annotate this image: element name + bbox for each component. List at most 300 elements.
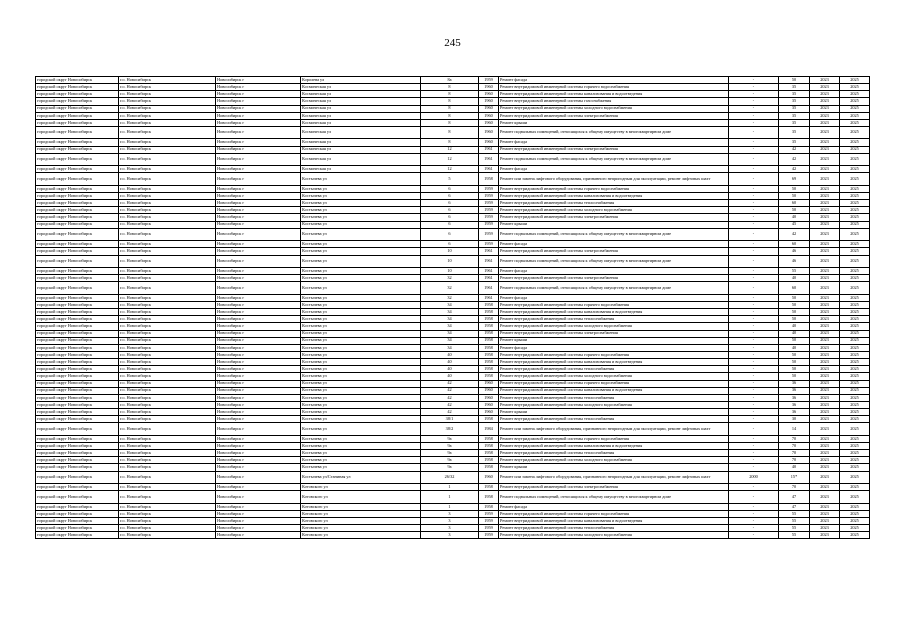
end-year-cell: 2025 (840, 166, 870, 173)
wear-cell: 60 (779, 282, 810, 295)
municipality-cell: г.о. Новосибирск (119, 275, 216, 282)
year-cell: 1961 (479, 268, 499, 275)
table-row (36, 126, 870, 139)
cost-cell: - (729, 98, 779, 105)
city-cell: Новосибирск г (216, 153, 301, 166)
start-year-cell: 2023 (810, 517, 840, 524)
year-cell: 1960 (479, 401, 499, 408)
street-cell: Костычева ул (301, 387, 421, 394)
municipality-cell: г.о. Новосибирск (119, 484, 216, 491)
house-cell: 9а (421, 442, 479, 449)
street-cell: Костычева ул (301, 294, 421, 301)
district-cell: городской округ Новосибирск (36, 268, 119, 275)
city-cell: Новосибирск г (216, 221, 301, 228)
start-year-cell: 2023 (810, 275, 840, 282)
street-cell: Космическая ул (301, 84, 421, 91)
wear-cell: 50 (779, 301, 810, 308)
work-type-cell: Ремонт внутридомовой инженерной системы горячего водоснабжения (499, 185, 729, 192)
cost-cell: - (729, 450, 779, 457)
district-cell: городской округ Новосибирск (36, 394, 119, 401)
work-type-cell: Ремонт подвальных помещений, относящихся к общему имуществу в многоквартирном доме (499, 228, 729, 241)
wear-cell: 60 (779, 241, 810, 248)
work-type-cell: Ремонт подвальных помещений, относящихся к общему имуществу в многоквартирном доме (499, 153, 729, 166)
work-type-cell: Ремонт фасада (499, 166, 729, 173)
end-year-cell: 2025 (840, 394, 870, 401)
cost-cell: - (729, 153, 779, 166)
wear-cell: 70 (779, 442, 810, 449)
street-cell: Котовского ул (301, 491, 421, 504)
start-year-cell: 2023 (810, 435, 840, 442)
street-cell: Космическая ул (301, 153, 421, 166)
street-cell: Космическая ул (301, 105, 421, 112)
end-year-cell: 2025 (840, 442, 870, 449)
end-year-cell: 2025 (840, 193, 870, 200)
cost-cell: - (729, 112, 779, 119)
work-type-cell: Ремонт внутридомовой инженерной системы электроснабжения (499, 146, 729, 153)
work-type-cell: Ремонт внутридомовой инженерной системы холодного водоснабжения (499, 207, 729, 214)
house-cell: 40 (421, 351, 479, 358)
district-cell: городской округ Новосибирск (36, 255, 119, 268)
municipality-cell: г.о. Новосибирск (119, 359, 216, 366)
city-cell: Новосибирск г (216, 442, 301, 449)
end-year-cell: 2025 (840, 91, 870, 98)
work-type-cell: Ремонт крыши (499, 119, 729, 126)
end-year-cell: 2025 (840, 275, 870, 282)
city-cell: Новосибирск г (216, 517, 301, 524)
street-cell: Костычева ул (301, 344, 421, 351)
district-cell: городской округ Новосибирск (36, 105, 119, 112)
table-row (36, 401, 870, 408)
city-cell: Новосибирск г (216, 373, 301, 380)
street-cell: Котовского ул (301, 510, 421, 517)
city-cell: Новосибирск г (216, 435, 301, 442)
start-year-cell: 2023 (810, 193, 840, 200)
table-row (36, 442, 870, 449)
start-year-cell: 2023 (810, 241, 840, 248)
wear-cell: 50 (779, 294, 810, 301)
district-cell: городской округ Новосибирск (36, 435, 119, 442)
table-row (36, 423, 870, 436)
cost-cell: - (729, 330, 779, 337)
end-year-cell: 2025 (840, 248, 870, 255)
municipality-cell: г.о. Новосибирск (119, 351, 216, 358)
city-cell: Новосибирск г (216, 255, 301, 268)
work-type-cell: Ремонт крыши (499, 409, 729, 416)
city-cell: Новосибирск г (216, 323, 301, 330)
house-cell: 8 (421, 91, 479, 98)
district-cell: городской округ Новосибирск (36, 330, 119, 337)
cost-cell: - (729, 105, 779, 112)
cost-cell: - (729, 228, 779, 241)
street-cell: Костычева ул (301, 409, 421, 416)
start-year-cell: 2023 (810, 457, 840, 464)
cost-cell: - (729, 275, 779, 282)
start-year-cell: 2023 (810, 423, 840, 436)
end-year-cell: 2025 (840, 98, 870, 105)
house-cell: 5 (421, 173, 479, 186)
table-row (36, 330, 870, 337)
municipality-cell: г.о. Новосибирск (119, 214, 216, 221)
start-year-cell: 2023 (810, 394, 840, 401)
district-cell: городской округ Новосибирск (36, 301, 119, 308)
house-cell: 6 (421, 200, 479, 207)
work-type-cell: Ремонт внутридомовой инженерной системы газоснабжения (499, 98, 729, 105)
table-row (36, 409, 870, 416)
end-year-cell: 2025 (840, 214, 870, 221)
district-cell: городской округ Новосибирск (36, 173, 119, 186)
cost-cell: - (729, 294, 779, 301)
street-cell: Костычева ул (301, 268, 421, 275)
table-row (36, 207, 870, 214)
municipality-cell: г.о. Новосибирск (119, 282, 216, 295)
municipality-cell: г.о. Новосибирск (119, 387, 216, 394)
wear-cell: 50 (779, 207, 810, 214)
district-cell: городской округ Новосибирск (36, 401, 119, 408)
wear-cell: 36 (779, 401, 810, 408)
table-row (36, 337, 870, 344)
start-year-cell: 2023 (810, 316, 840, 323)
municipality-cell: г.о. Новосибирск (119, 517, 216, 524)
year-cell: 1959 (479, 214, 499, 221)
year-cell: 1960 (479, 119, 499, 126)
start-year-cell: 2023 (810, 442, 840, 449)
end-year-cell: 2025 (840, 435, 870, 442)
year-cell: 1959 (479, 221, 499, 228)
year-cell: 1961 (479, 275, 499, 282)
street-cell: Костычева ул (301, 323, 421, 330)
cost-cell: - (729, 442, 779, 449)
municipality-cell: г.о. Новосибирск (119, 442, 216, 449)
work-type-cell: Ремонт внутридомовой инженерной системы электроснабжения (499, 112, 729, 119)
end-year-cell: 2025 (840, 112, 870, 119)
house-cell: 40 (421, 373, 479, 380)
street-cell: Котовского ул (301, 484, 421, 491)
city-cell: Новосибирск г (216, 316, 301, 323)
city-cell: Новосибирск г (216, 423, 301, 436)
house-cell: 6 (421, 241, 479, 248)
end-year-cell: 2025 (840, 84, 870, 91)
table-row (36, 255, 870, 268)
table-row (36, 214, 870, 221)
house-cell: 12 (421, 146, 479, 153)
year-cell: 1958 (479, 450, 499, 457)
start-year-cell: 2023 (810, 146, 840, 153)
start-year-cell: 2023 (810, 464, 840, 471)
wear-cell: 47 (779, 503, 810, 510)
municipality-cell: г.о. Новосибирск (119, 207, 216, 214)
end-year-cell: 2025 (840, 484, 870, 491)
municipality-cell: г.о. Новосибирск (119, 255, 216, 268)
work-type-cell: Ремонт внутридомовой инженерной системы электроснабжения (499, 275, 729, 282)
city-cell: Новосибирск г (216, 491, 301, 504)
municipality-cell: г.о. Новосибирск (119, 525, 216, 532)
end-year-cell: 2025 (840, 105, 870, 112)
end-year-cell: 2025 (840, 200, 870, 207)
house-cell: 42 (421, 409, 479, 416)
district-cell: городской округ Новосибирск (36, 337, 119, 344)
cost-cell: - (729, 268, 779, 275)
house-cell: 10 (421, 248, 479, 255)
municipality-cell: г.о. Новосибирск (119, 366, 216, 373)
municipality-cell: г.о. Новосибирск (119, 268, 216, 275)
table-row (36, 241, 870, 248)
house-cell: 26/32 (421, 471, 479, 484)
cost-cell: - (729, 214, 779, 221)
house-cell: 6 (421, 207, 479, 214)
end-year-cell: 2025 (840, 119, 870, 126)
house-cell: 8 (421, 126, 479, 139)
street-cell: Костычева ул (301, 301, 421, 308)
end-year-cell: 2025 (840, 323, 870, 330)
start-year-cell: 2023 (810, 510, 840, 517)
street-cell: Космическая ул (301, 166, 421, 173)
year-cell: 1959 (479, 510, 499, 517)
wear-cell: 40 (779, 214, 810, 221)
house-cell: 38/1 (421, 416, 479, 423)
city-cell: Новосибирск г (216, 394, 301, 401)
work-type-cell: Ремонт крыши (499, 464, 729, 471)
cost-cell: - (729, 416, 779, 423)
house-cell: 8 (421, 84, 479, 91)
district-cell: городской округ Новосибирск (36, 525, 119, 532)
cost-cell: - (729, 491, 779, 504)
wear-cell: 55 (779, 532, 810, 539)
work-type-cell: Ремонт подвальных помещений, относящихся к общему имуществу в многоквартирном доме (499, 282, 729, 295)
district-cell: городской округ Новосибирск (36, 221, 119, 228)
wear-cell: 47 (779, 491, 810, 504)
start-year-cell: 2023 (810, 255, 840, 268)
work-type-cell: Ремонт внутридомовой инженерной системы электроснабжения (499, 248, 729, 255)
wear-cell: 55 (779, 268, 810, 275)
start-year-cell: 2023 (810, 173, 840, 186)
table-row (36, 309, 870, 316)
start-year-cell: 2023 (810, 366, 840, 373)
start-year-cell: 2023 (810, 344, 840, 351)
municipality-cell: г.о. Новосибирск (119, 316, 216, 323)
work-type-cell: Ремонт внутридомовой инженерной системы канализования и водоотведения (499, 193, 729, 200)
year-cell: 1960 (479, 84, 499, 91)
district-cell: городской округ Новосибирск (36, 323, 119, 330)
end-year-cell: 2025 (840, 464, 870, 471)
house-cell: 42 (421, 394, 479, 401)
end-year-cell: 2025 (840, 373, 870, 380)
end-year-cell: 2025 (840, 185, 870, 192)
table-row (36, 275, 870, 282)
start-year-cell: 2023 (810, 248, 840, 255)
wear-cell: 45 (779, 221, 810, 228)
year-cell: 1960 (479, 112, 499, 119)
city-cell: Новосибирск г (216, 366, 301, 373)
start-year-cell: 2023 (810, 323, 840, 330)
work-type-cell: Ремонт внутридомовой инженерной системы холодного водоснабжения (499, 323, 729, 330)
cost-cell: - (729, 316, 779, 323)
municipality-cell: г.о. Новосибирск (119, 394, 216, 401)
municipality-cell: г.о. Новосибирск (119, 401, 216, 408)
year-cell: 1958 (479, 337, 499, 344)
municipality-cell: г.о. Новосибирск (119, 330, 216, 337)
district-cell: городской округ Новосибирск (36, 153, 119, 166)
city-cell: Новосибирск г (216, 241, 301, 248)
district-cell: городской округ Новосибирск (36, 380, 119, 387)
street-cell: Костычева ул (301, 309, 421, 316)
table-row (36, 394, 870, 401)
table-row (36, 532, 870, 539)
district-cell: городской округ Новосибирск (36, 387, 119, 394)
district-cell: городской округ Новосибирск (36, 532, 119, 539)
cost-cell: 2000 (729, 471, 779, 484)
end-year-cell: 2025 (840, 532, 870, 539)
table-row (36, 153, 870, 166)
start-year-cell: 2023 (810, 268, 840, 275)
street-cell: Костычева ул (301, 185, 421, 192)
work-type-cell: Ремонт или замена лифтового оборудования, признанного непригодным для эксплуатации, ремонт лифтовых шахт (499, 173, 729, 186)
cost-cell: - (729, 309, 779, 316)
street-cell: Костычева ул (301, 401, 421, 408)
city-cell: Новосибирск г (216, 166, 301, 173)
end-year-cell: 2025 (840, 330, 870, 337)
house-cell: 34 (421, 330, 479, 337)
end-year-cell: 2025 (840, 457, 870, 464)
start-year-cell: 2023 (810, 380, 840, 387)
house-cell: 6 (421, 221, 479, 228)
street-cell: Костычева ул (301, 207, 421, 214)
district-cell: городской округ Новосибирск (36, 77, 119, 84)
table-row (36, 119, 870, 126)
end-year-cell: 2025 (840, 409, 870, 416)
year-cell: 1958 (479, 491, 499, 504)
start-year-cell: 2023 (810, 532, 840, 539)
house-cell: 3 (421, 532, 479, 539)
cost-cell: - (729, 126, 779, 139)
cost-cell: - (729, 146, 779, 153)
municipality-cell: г.о. Новосибирск (119, 185, 216, 192)
table-row (36, 193, 870, 200)
district-cell: городской округ Новосибирск (36, 464, 119, 471)
end-year-cell: 2025 (840, 173, 870, 186)
house-cell: 34 (421, 337, 479, 344)
house-cell: 3 (421, 525, 479, 532)
table-row (36, 221, 870, 228)
district-cell: городской округ Новосибирск (36, 294, 119, 301)
cost-cell: - (729, 387, 779, 394)
work-type-cell: Ремонт фасада (499, 268, 729, 275)
house-cell: 6 (421, 228, 479, 241)
start-year-cell: 2023 (810, 525, 840, 532)
city-cell: Новосибирск г (216, 330, 301, 337)
end-year-cell: 2025 (840, 126, 870, 139)
year-cell: 1984 (479, 423, 499, 436)
year-cell: 1959 (479, 241, 499, 248)
city-cell: Новосибирск г (216, 185, 301, 192)
municipality-cell: г.о. Новосибирск (119, 193, 216, 200)
start-year-cell: 2023 (810, 301, 840, 308)
city-cell: Новосибирск г (216, 344, 301, 351)
municipality-cell: г.о. Новосибирск (119, 457, 216, 464)
table-row (36, 510, 870, 517)
year-cell: 1961 (479, 282, 499, 295)
street-cell: Космическая ул (301, 119, 421, 126)
work-type-cell: Ремонт внутридомовой инженерной системы электроснабжения (499, 330, 729, 337)
house-cell: 9а (421, 457, 479, 464)
year-cell: 1960 (479, 394, 499, 401)
table-row (36, 146, 870, 153)
wear-cell: 30 (779, 416, 810, 423)
house-cell: 40 (421, 366, 479, 373)
work-type-cell: Ремонт или замена лифтового оборудования, признанного непригодным для эксплуатации, ремонт лифтовых шахт (499, 471, 729, 484)
cost-cell: - (729, 423, 779, 436)
start-year-cell: 2023 (810, 309, 840, 316)
municipality-cell: г.о. Новосибирск (119, 105, 216, 112)
municipality-cell: г.о. Новосибирск (119, 221, 216, 228)
wear-cell: 50 (779, 373, 810, 380)
municipality-cell: г.о. Новосибирск (119, 409, 216, 416)
street-cell: Костычева ул (301, 464, 421, 471)
municipality-cell: г.о. Новосибирск (119, 241, 216, 248)
end-year-cell: 2025 (840, 153, 870, 166)
wear-cell: 70 (779, 457, 810, 464)
year-cell: 1958 (479, 359, 499, 366)
work-type-cell: Ремонт внутридомовой инженерной системы горячего водоснабжения (499, 351, 729, 358)
wear-cell: 50 (779, 359, 810, 366)
municipality-cell: г.о. Новосибирск (119, 228, 216, 241)
cost-cell: - (729, 503, 779, 510)
city-cell: Новосибирск г (216, 282, 301, 295)
municipality-cell: г.о. Новосибирск (119, 380, 216, 387)
wear-cell: 42 (779, 146, 810, 153)
year-cell: 1961 (479, 294, 499, 301)
municipality-cell: г.о. Новосибирск (119, 464, 216, 471)
work-type-cell: Ремонт внутридомовой инженерной системы холодного водоснабжения (499, 373, 729, 380)
district-cell: городской округ Новосибирск (36, 98, 119, 105)
street-cell: Космическая ул (301, 98, 421, 105)
table-row (36, 316, 870, 323)
street-cell: Костычева ул (301, 316, 421, 323)
wear-cell: 36 (779, 387, 810, 394)
work-type-cell: Ремонт внутридомовой инженерной системы холодного водоснабжения (499, 457, 729, 464)
city-cell: Новосибирск г (216, 464, 301, 471)
cost-cell: - (729, 464, 779, 471)
end-year-cell: 2025 (840, 401, 870, 408)
district-cell: городской округ Новосибирск (36, 503, 119, 510)
wear-cell: 35 (779, 84, 810, 91)
street-cell: Костычева ул (301, 330, 421, 337)
wear-cell: 50 (779, 337, 810, 344)
municipality-cell: г.о. Новосибирск (119, 344, 216, 351)
wear-cell: 55 (779, 517, 810, 524)
municipality-cell: г.о. Новосибирск (119, 423, 216, 436)
city-cell: Новосибирск г (216, 91, 301, 98)
city-cell: Новосибирск г (216, 112, 301, 119)
wear-cell: 40 (779, 464, 810, 471)
wear-cell: 40 (779, 344, 810, 351)
municipality-cell: г.о. Новосибирск (119, 146, 216, 153)
start-year-cell: 2023 (810, 91, 840, 98)
end-year-cell: 2025 (840, 301, 870, 308)
year-cell: 1959 (479, 77, 499, 84)
street-cell: Костычева ул/Станиная ул (301, 471, 421, 484)
year-cell: 1959 (479, 228, 499, 241)
end-year-cell: 2025 (840, 228, 870, 241)
table-row (36, 435, 870, 442)
end-year-cell: 2025 (840, 282, 870, 295)
street-cell: Костычева ул (301, 373, 421, 380)
year-cell: 1958 (479, 442, 499, 449)
wear-cell: 50 (779, 77, 810, 84)
city-cell: Новосибирск г (216, 387, 301, 394)
end-year-cell: 2025 (840, 416, 870, 423)
end-year-cell: 2025 (840, 471, 870, 484)
work-type-cell: Ремонт подвальных помещений, относящихся к общему имуществу в многоквартирном доме (499, 255, 729, 268)
